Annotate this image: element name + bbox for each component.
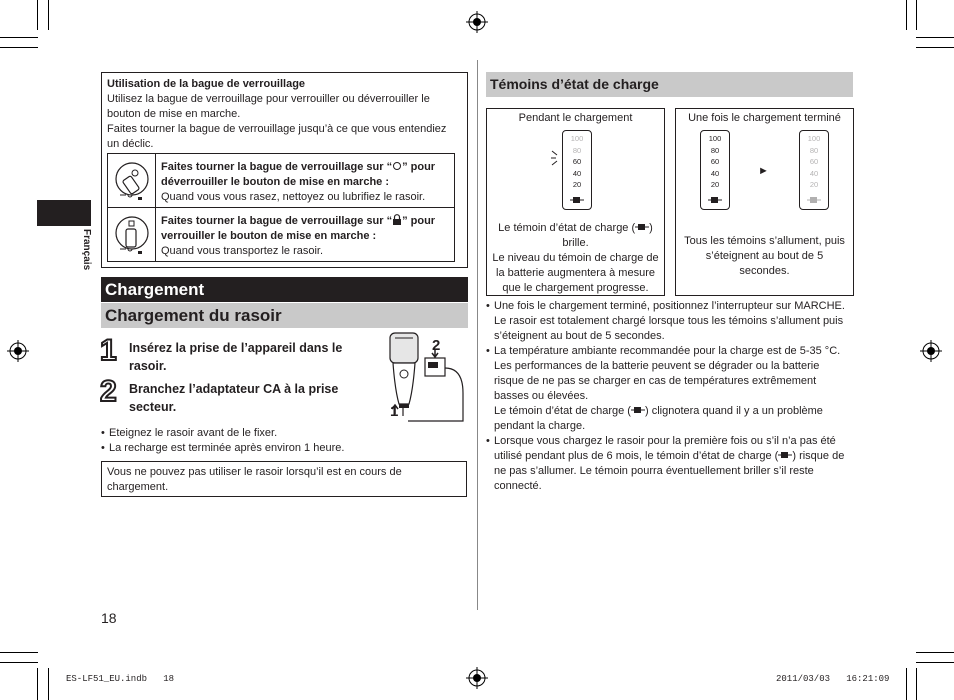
crop-mark bbox=[37, 0, 38, 30]
padlock-icon bbox=[392, 214, 402, 225]
panel-header: Une fois le chargement terminé bbox=[688, 112, 841, 124]
note-line: Le témoin d’état de charge ( bbox=[494, 405, 631, 417]
gauge-level: 40 bbox=[572, 168, 582, 178]
unlock-instruction: déverrouiller le bouton de mise en marche : bbox=[161, 176, 390, 188]
note-line: ) risque de bbox=[792, 450, 845, 462]
notes-list bbox=[101, 426, 461, 456]
warning-text: chargement. bbox=[107, 481, 169, 493]
section-title: Chargement bbox=[101, 277, 468, 302]
warning-text: Vous ne pouvez pas utiliser le rasoir lorsqu’il est en cours de bbox=[107, 466, 402, 478]
crop-mark bbox=[48, 668, 49, 700]
lock-row bbox=[107, 207, 455, 262]
lock-ring-figure bbox=[108, 208, 156, 261]
crop-mark bbox=[906, 668, 907, 700]
panel-text: s’éteignent au bout de 5 bbox=[705, 250, 824, 262]
note-line: Les performances de la batterie peuvent se dégrader ou la batterie bbox=[494, 360, 820, 372]
footer-file: ES-LF51_EU.indb 18 bbox=[66, 674, 175, 684]
step-text-line: rasoir. bbox=[129, 359, 167, 373]
registration-mark-icon bbox=[466, 667, 488, 689]
panel-text: ) bbox=[649, 222, 653, 234]
lock-ring-text: bouton de mise en marche. bbox=[107, 108, 241, 120]
panel-text: brille. bbox=[562, 237, 589, 249]
plug-icon bbox=[631, 406, 645, 414]
step-2-text bbox=[129, 380, 379, 416]
lock-usage-text: Quand vous transportez le rasoir. bbox=[161, 245, 324, 257]
registration-mark-icon bbox=[466, 11, 488, 33]
gauge-level: 100 bbox=[807, 134, 821, 143]
figure-label: 2 bbox=[432, 337, 441, 354]
column-divider bbox=[477, 60, 478, 610]
step-number: 2 bbox=[100, 375, 117, 408]
gauge-level: 20 bbox=[710, 180, 720, 189]
shaver-body-icon bbox=[393, 363, 415, 404]
crop-mark bbox=[916, 0, 917, 30]
plug-icon bbox=[635, 223, 649, 231]
panel-header: Pendant le chargement bbox=[518, 112, 633, 124]
note-item: • La recharge est terminée après environ 1 heure. bbox=[101, 441, 461, 456]
figure-label: 1 bbox=[390, 403, 399, 420]
charge-note-item bbox=[486, 299, 856, 344]
gauge-level: 100 bbox=[708, 134, 722, 143]
gauge-level: 40 bbox=[710, 168, 720, 178]
crop-mark bbox=[0, 662, 38, 663]
gauge-level-blinking: 60 bbox=[572, 157, 582, 166]
language-label: Français bbox=[81, 229, 92, 271]
panel-text: Le niveau du témoin de charge de bbox=[492, 252, 659, 264]
note-line: basses ou élevées. bbox=[494, 390, 589, 402]
shaver-unlock-icon bbox=[112, 159, 152, 203]
step-number: 1 bbox=[100, 334, 117, 367]
charge-note-item bbox=[486, 344, 856, 434]
charge-gauge-off-icon bbox=[799, 130, 829, 210]
crop-mark bbox=[906, 0, 907, 30]
gauge-level: 100 bbox=[570, 134, 584, 143]
charge-gauge-icon bbox=[562, 130, 592, 210]
charge-note-item bbox=[486, 434, 856, 494]
gauge-level: 20 bbox=[572, 180, 582, 189]
crop-mark bbox=[37, 668, 38, 700]
unlock-circle-icon bbox=[393, 162, 401, 170]
shaver-lock-icon bbox=[112, 213, 152, 257]
gauge-level: 60 bbox=[710, 157, 720, 166]
plug-icon bbox=[570, 196, 584, 204]
lock-ring-box bbox=[101, 72, 468, 268]
lock-instruction: verrouiller le bouton de mise en marche : bbox=[161, 230, 377, 242]
panel-text: que le chargement progresse. bbox=[502, 282, 649, 294]
panel-text: secondes. bbox=[739, 265, 790, 277]
plug-icon bbox=[778, 451, 792, 459]
note-line: utilisé pendant plus de 6 mois, le témoin d’état de charge ( bbox=[494, 450, 779, 462]
note-line: connecté. bbox=[494, 480, 542, 492]
lock-instruction: ” pour bbox=[402, 215, 436, 227]
step-text-line: Insérez la prise de l’appareil dans le bbox=[129, 341, 343, 355]
charge-indicators-title: Témoins d’état de charge bbox=[486, 72, 853, 97]
lock-ring-text: un déclic. bbox=[107, 138, 154, 150]
blink-lines-icon bbox=[550, 149, 562, 167]
plug-icon bbox=[807, 196, 821, 204]
gauge-level: 20 bbox=[809, 180, 819, 189]
lock-ring-title: Utilisation de la bague de verrouillage bbox=[107, 78, 306, 90]
gauge-level: 80 bbox=[572, 145, 582, 155]
footer-date: 2011/03/03 16:21:09 bbox=[776, 674, 890, 684]
crop-mark bbox=[916, 47, 954, 48]
note-line: • Lorsque vous chargez le rasoir pour la première fois ou s’il n’a pas été bbox=[494, 435, 836, 447]
crop-mark bbox=[916, 668, 917, 700]
unlock-row bbox=[107, 153, 455, 208]
unlock-usage-text: Quand vous vous rasez, nettoyez ou lubrifiez le rasoir. bbox=[161, 191, 426, 203]
arrow-icon: ► bbox=[758, 165, 769, 177]
panel-text: Le témoin d’état de charge ( bbox=[498, 222, 636, 234]
panel-text: la batterie augmentera à mesure bbox=[496, 267, 655, 279]
registration-mark-icon bbox=[7, 340, 29, 362]
unlock-instruction: Faites tourner la bague de verrouillage sur “ bbox=[161, 161, 393, 173]
lock-ring-text: Utilisez la bague de verrouillage pour verrouiller ou déverrouiller le bbox=[107, 93, 430, 105]
crop-mark bbox=[916, 37, 954, 38]
lock-instruction: Faites tourner la bague de verrouillage sur “ bbox=[161, 215, 393, 227]
gauge-level: 80 bbox=[710, 145, 720, 155]
page-number: 18 bbox=[101, 610, 117, 626]
panel-during-charge bbox=[486, 108, 665, 296]
crop-mark bbox=[0, 652, 38, 653]
note-line: ne pas s’allumer. Le témoin pourra éventuellement briller s’il reste bbox=[494, 465, 814, 477]
during-charge-text bbox=[487, 221, 664, 296]
crop-mark bbox=[916, 662, 954, 663]
lock-ring-text: Faites tourner la bague de verrouillage jusqu’à ce que vous entendiez bbox=[107, 123, 447, 135]
step-text-line: secteur. bbox=[129, 400, 177, 414]
crop-mark bbox=[0, 37, 38, 38]
unlock-ring-figure bbox=[108, 154, 156, 207]
note-line: s’éteignent au bout de 5 secondes. bbox=[494, 330, 665, 342]
registration-mark-icon bbox=[920, 340, 942, 362]
note-line: pendant la charge. bbox=[494, 420, 586, 432]
charge-complete-text bbox=[676, 234, 853, 279]
charge-gauge-full-icon bbox=[700, 130, 730, 210]
note-line: Le rasoir est totalement chargé lorsque tous les témoins s’allument puis bbox=[494, 315, 844, 327]
language-tab bbox=[37, 200, 91, 226]
panel-charge-complete bbox=[675, 108, 854, 296]
unlock-instruction: ” pour bbox=[402, 161, 436, 173]
step-1-text bbox=[129, 339, 379, 375]
crop-mark bbox=[916, 652, 954, 653]
panel-text: Tous les témoins s’allument, puis bbox=[684, 235, 845, 247]
warning-box bbox=[101, 461, 467, 497]
gauge-level: 40 bbox=[809, 168, 819, 178]
note-line: • La température ambiante recommandée pour la charge est de 5-35 °C. bbox=[494, 345, 841, 357]
section-subtitle: Chargement du rasoir bbox=[101, 303, 468, 328]
note-line: ) clignotera quand il y a un problème bbox=[644, 405, 823, 417]
crop-mark bbox=[0, 47, 38, 48]
plug-icon bbox=[708, 196, 722, 204]
gauge-level: 60 bbox=[809, 157, 819, 166]
gauge-level: 80 bbox=[809, 145, 819, 155]
note-line: • Une fois le chargement terminé, positionnez l’interrupteur sur MARCHE. bbox=[494, 300, 845, 312]
note-line: risque de ne pas se charger en cas de températures extrêmement bbox=[494, 375, 817, 387]
step-text-line: Branchez l’adaptateur CA à la prise bbox=[129, 382, 339, 396]
crop-mark bbox=[48, 0, 49, 30]
note-item: • Eteignez le rasoir avant de le fixer. bbox=[101, 426, 461, 441]
charge-notes-list bbox=[486, 299, 856, 494]
